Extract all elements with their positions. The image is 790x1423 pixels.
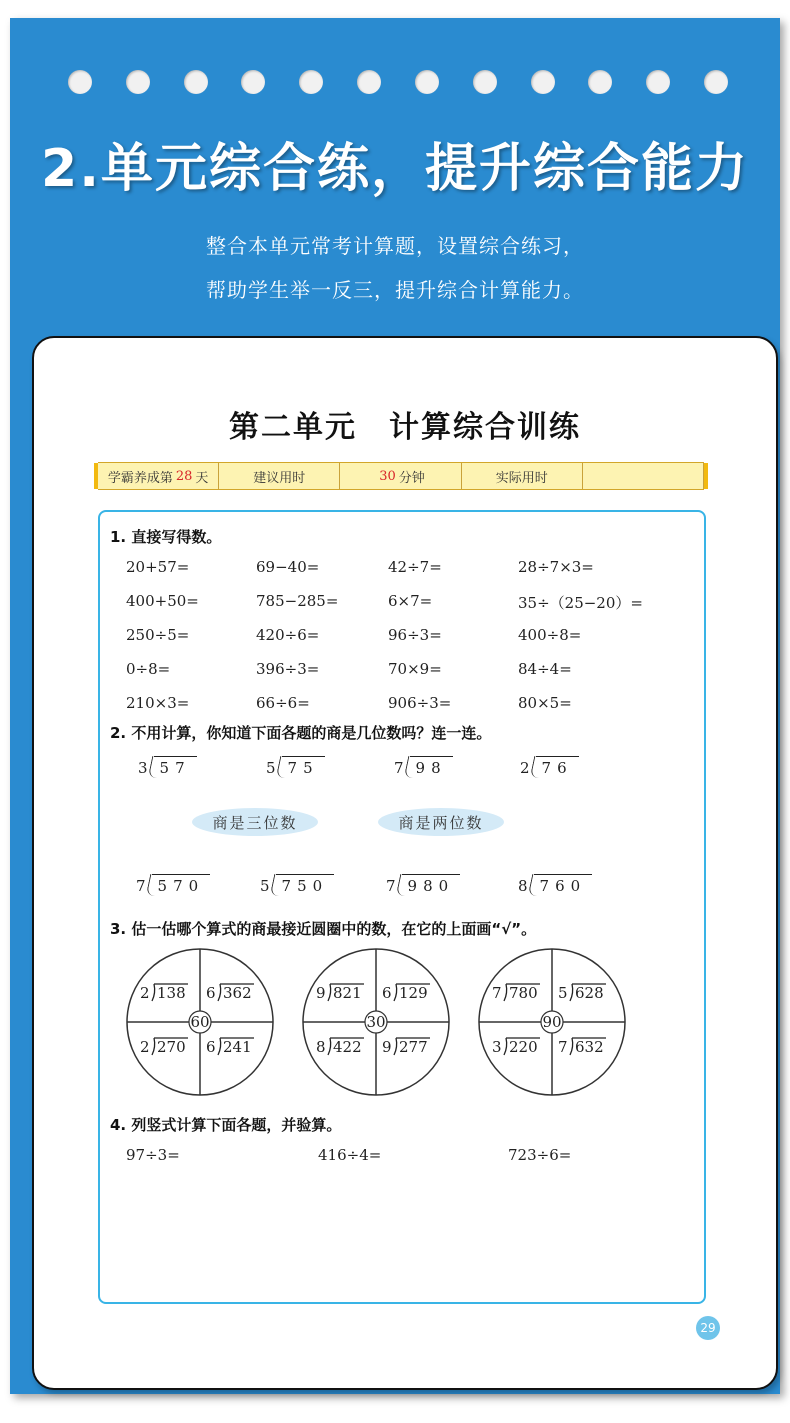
q1-expression: 420÷6= (256, 626, 320, 644)
divisor: 2 (520, 759, 530, 777)
estimation-circle (296, 942, 456, 1102)
quadrant-dividend: 422 (333, 1038, 362, 1056)
long-division-top (138, 756, 197, 777)
quadrant-dividend: 129 (399, 984, 428, 1002)
binding-hole (704, 70, 728, 94)
time-bar-actual-label: 实际用时 (462, 463, 583, 489)
quadrant-dividend: 220 (509, 1038, 538, 1056)
binding-hole (68, 70, 92, 94)
time-bar-suggested-label: 建议用时 (219, 463, 340, 489)
quadrant-divisor: 2 (140, 984, 150, 1002)
q1-expression: 20+57= (126, 558, 190, 576)
quadrant-divisor: 3 (492, 1038, 502, 1056)
subtitle-line-2: 帮助学生举一反三，提升综合计算能力。 (206, 278, 584, 302)
divisor: 3 (138, 759, 148, 777)
time-bar (98, 462, 704, 490)
dividend: 75 (282, 756, 325, 777)
minutes-unit: 分钟 (398, 470, 425, 486)
q4-expression: 416÷4= (318, 1146, 382, 1164)
divisor: 8 (518, 877, 528, 895)
quadrant-divisor: 6 (206, 984, 216, 1002)
q3-title: 3. 估一估哪个算式的商最接近圆圈中的数，在它的上面画“√”。 (110, 920, 537, 938)
quadrant-dividend: 270 (157, 1038, 186, 1056)
exercise-frame (98, 510, 706, 1304)
q1-expression: 6×7= (388, 592, 433, 610)
quadrant-divisor: 6 (206, 1038, 216, 1056)
quadrant-divisor: 9 (382, 1038, 392, 1056)
long-division-bottom (518, 874, 592, 895)
binding-hole (299, 70, 323, 94)
long-division-top (394, 756, 453, 777)
q1-title: 1. 直接写得数。 (110, 528, 222, 546)
long-division-top (266, 756, 325, 777)
day-number: 28 (175, 468, 193, 484)
label-three-digit-quotient: 商是三位数 (192, 808, 318, 836)
binding-hole (646, 70, 670, 94)
q1-expression: 785−285= (256, 592, 339, 610)
worksheet-page (32, 336, 778, 1390)
dividend: 57 (154, 756, 197, 777)
subtitle-line-1: 整合本单元常考计算题，设置综合练习， (206, 234, 584, 258)
divisor: 7 (386, 877, 396, 895)
divisor: 7 (394, 759, 404, 777)
divisor: 7 (136, 877, 146, 895)
q1-expression: 400÷8= (518, 626, 582, 644)
label-two-digit-quotient: 商是两位数 (378, 808, 504, 836)
q1-expression: 70×9= (388, 660, 442, 678)
q1-expression: 28÷7×3= (518, 558, 594, 576)
quadrant-dividend: 138 (157, 984, 186, 1002)
binding-hole (415, 70, 439, 94)
binding-hole (473, 70, 497, 94)
page-number: 29 (696, 1316, 720, 1340)
center-number: 30 (366, 1013, 386, 1031)
time-bar-right-tip (704, 463, 708, 489)
divisor: 5 (260, 877, 270, 895)
quadrant-divisor: 7 (492, 984, 502, 1002)
binding-hole (588, 70, 612, 94)
center-number: 90 (542, 1013, 562, 1031)
quadrant-dividend: 632 (575, 1038, 604, 1056)
q1-expression: 96÷3= (388, 626, 442, 644)
long-division-bottom (136, 874, 210, 895)
time-bar-day (98, 463, 219, 489)
estimation-circle (472, 942, 632, 1102)
binding-holes (68, 70, 728, 94)
center-number: 60 (190, 1013, 210, 1031)
quadrant-divisor: 8 (316, 1038, 326, 1056)
blue-notebook-board (10, 18, 780, 1394)
quadrant-divisor: 7 (558, 1038, 568, 1056)
dividend: 760 (534, 874, 593, 895)
page-title (34, 402, 776, 446)
page-title-topic: 计算综合训练 (389, 410, 581, 445)
q1-expression: 250÷5= (126, 626, 190, 644)
q1-expression: 42÷7= (388, 558, 442, 576)
dividend: 750 (276, 874, 335, 895)
binding-hole (241, 70, 265, 94)
dividend: 570 (152, 874, 211, 895)
time-bar-actual-value[interactable] (583, 463, 704, 489)
q1-expression: 396÷3= (256, 660, 320, 678)
minutes-number: 30 (379, 468, 396, 484)
binding-hole (531, 70, 555, 94)
long-division-bottom (386, 874, 460, 895)
q1-expression: 69−40= (256, 558, 320, 576)
dividend: 98 (410, 756, 453, 777)
quadrant-divisor: 9 (316, 984, 326, 1002)
quadrant-dividend: 362 (223, 984, 252, 1002)
quadrant-divisor: 2 (140, 1038, 150, 1056)
q1-expression: 906÷3= (388, 694, 452, 712)
binding-hole (126, 70, 150, 94)
dividend: 980 (402, 874, 461, 895)
binding-hole (184, 70, 208, 94)
headline: 2.单元综合练，提升综合能力 (41, 139, 749, 199)
q1-expression: 0÷8= (126, 660, 171, 678)
quadrant-dividend: 780 (509, 984, 538, 1002)
time-bar-minutes (340, 463, 461, 489)
q4-title: 4. 列竖式计算下面各题，并验算。 (110, 1116, 342, 1134)
q1-expression: 400+50= (126, 592, 199, 610)
quadrant-dividend: 241 (223, 1038, 252, 1056)
q4-expression: 723÷6= (508, 1146, 572, 1164)
quadrant-dividend: 821 (333, 984, 362, 1002)
estimation-circle (120, 942, 280, 1102)
q1-expression: 80×5= (518, 694, 572, 712)
long-division-bottom (260, 874, 334, 895)
quadrant-divisor: 6 (382, 984, 392, 1002)
page-title-unit: 第二单元 (229, 410, 357, 445)
q1-expression: 66÷6= (256, 694, 310, 712)
long-division-top (520, 756, 579, 777)
binding-hole (357, 70, 381, 94)
dividend: 76 (536, 756, 579, 777)
q4-expression: 97÷3= (126, 1146, 180, 1164)
quadrant-dividend: 628 (575, 984, 604, 1002)
q1-expression: 35÷（25−20）= (518, 594, 643, 612)
time-bar-left-tip (94, 463, 98, 489)
day-prefix: 学霸养成第 (107, 470, 173, 486)
q1-expression: 210×3= (126, 694, 190, 712)
q1-expression: 84÷4= (518, 660, 572, 678)
day-suffix: 天 (195, 470, 209, 486)
divisor: 5 (266, 759, 276, 777)
q2-title: 2. 不用计算，你知道下面各题的商是几位数吗？连一连。 (110, 724, 492, 742)
quadrant-divisor: 5 (558, 984, 568, 1002)
quadrant-dividend: 277 (399, 1038, 428, 1056)
